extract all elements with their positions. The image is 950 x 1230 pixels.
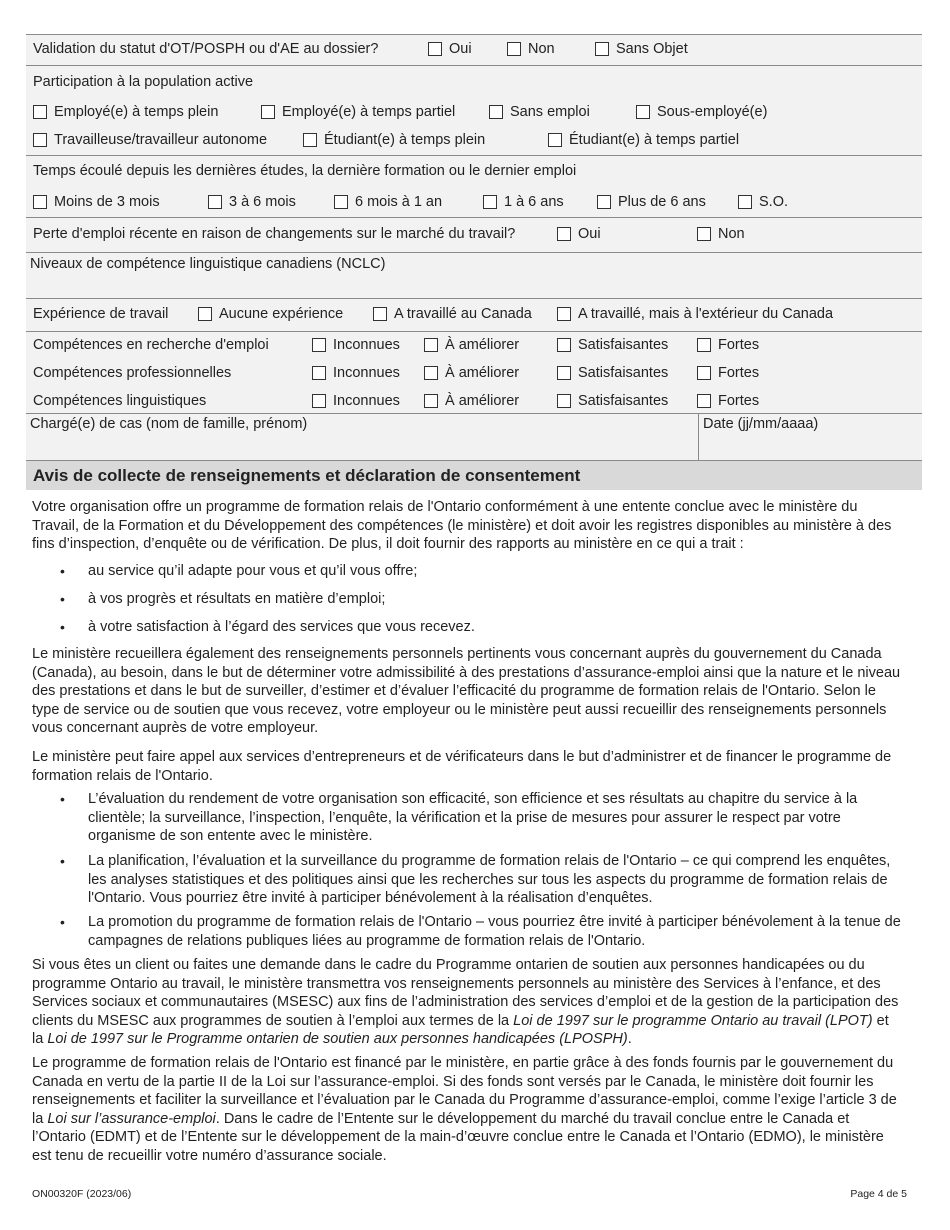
checkbox-perte-oui[interactable]: Oui — [557, 226, 601, 242]
checkbox-linguistiques-satisfaisantes[interactable]: Satisfaisantes — [557, 393, 668, 409]
bullet-dot: • — [60, 563, 65, 579]
row-competences — [26, 331, 922, 413]
checkbox-recherche-satisfaisantes[interactable]: Satisfaisantes — [557, 337, 668, 353]
row-participation — [26, 65, 922, 155]
paragraph-1: Votre organisation offre un programme de formation relais de l'Ontario conformément à une entente conclue avec le ministère du Travail, de la Formation et du Développement des compétences (le ministère) et doit avoir les registres disponibles au ministère à des fins d’inspection, d’enquête ou de vérification. De plus, il doit fournir des rapports au ministère en ce qui a trait : — [32, 499, 892, 552]
checkbox-professionnelles-satisfaisantes[interactable]: Satisfaisantes — [557, 365, 668, 381]
row-nclc[interactable] — [26, 252, 922, 298]
checkbox-recherche-ameliorer[interactable]: À améliorer — [424, 337, 519, 353]
row-charge-de-cas — [26, 413, 922, 460]
checkbox-sous-employe[interactable]: Sous-employé(e) — [636, 104, 767, 120]
checkbox-linguistiques-inconnues[interactable]: Inconnues — [312, 393, 400, 409]
checkbox-professionnelles-inconnues[interactable]: Inconnues — [312, 365, 400, 381]
checkbox-perte-non[interactable]: Non — [697, 226, 745, 242]
checkbox-validation-sans-objet[interactable]: Sans Objet — [595, 41, 688, 57]
temps-label: Temps écoulé depuis les dernières études, la dernière formation ou le dernier emploi — [33, 163, 577, 179]
perte-label: Perte d'emploi récente en raison de changements sur le marché du travail? — [33, 226, 516, 242]
checkbox-etudiant-temps-partiel[interactable]: Étudiant(e) à temps partiel — [548, 132, 739, 148]
checkbox-emploi-temps-partiel[interactable]: Employé(e) à temps partiel — [261, 104, 455, 120]
checkbox-linguistiques-fortes[interactable]: Fortes — [697, 393, 759, 409]
form-id: ON00320F (2023/06) — [32, 1188, 132, 1200]
nclc-label: Niveaux de compétence linguistique canadiens (NCLC) — [30, 256, 386, 272]
checkbox-linguistiques-ameliorer[interactable]: À améliorer — [424, 393, 519, 409]
bullet-dot: • — [60, 619, 65, 635]
checkbox-travaille-canada[interactable]: A travaillé au Canada — [373, 306, 532, 322]
validation-label: Validation du statut d'OT/POSPH ou d'AE au dossier? — [33, 41, 379, 57]
checkbox-moins-3-mois[interactable]: Moins de 3 mois — [33, 194, 160, 210]
paragraph-4: Si vous êtes un client ou faites une demande dans le cadre du Programme ontarien de soutien aux personnes handicapées ou du programme Ontario au travail, le ministère transmettra vos renseignements personnels au ministère des Services à l’enfance, et des Services sociaux et communautaires (MSESC) aux fins de l’administration des services d’emploi et de la gestion de la participation des clients du MSESC aux programmes de soutien à l’emploi aux termes de la Loi de 1997 sur le programme Ontario au travail (LPOT) et la Loi de 1997 sur le Programme ontarien de soutien aux personnes handicapées (LPOSPH). — [32, 957, 899, 1047]
bullet-dot: • — [60, 791, 65, 807]
checkbox-professionnelles-ameliorer[interactable]: À améliorer — [424, 365, 519, 381]
checkbox-recherche-fortes[interactable]: Fortes — [697, 337, 759, 353]
form-table — [26, 0, 922, 460]
date-field[interactable] — [699, 414, 922, 460]
checkbox-so[interactable]: S.O. — [738, 194, 788, 210]
checkbox-6-mois-1-an[interactable]: 6 mois à 1 an — [334, 194, 442, 210]
bullet-dot: • — [60, 591, 65, 607]
charge-de-cas-field[interactable] — [26, 414, 698, 460]
bullet-dot: • — [60, 853, 65, 869]
checkbox-validation-oui[interactable]: Oui — [428, 41, 472, 57]
checkbox-sans-emploi[interactable]: Sans emploi — [489, 104, 590, 120]
bullet-1-2: à vos progrès et résultats en matière d’emploi; — [88, 591, 386, 607]
bullet-1-3: à votre satisfaction à l’égard des services que vous recevez. — [88, 619, 475, 635]
paragraph-2: Le ministère recueillera également des renseignements personnels pertinents vous concernant auprès du gouvernement du Canada (Canada), au besoin, dans le but de déterminer votre admissibilité à des prestations d’assurance-emploi ainsi que la nature et le niveau des prestations et dans le but de surveiller, d’estimer et d’évaluer l’efficacité du programme de formation relais de l'Ontario. Selon le type de service ou de soutien que vous recevez, votre employeur ou le ministère peut aussi recueillir des renseignements personnels vous concernant auprès de votre employeur. — [32, 646, 901, 736]
checkbox-etudiant-temps-plein[interactable]: Étudiant(e) à temps plein — [303, 132, 485, 148]
participation-label: Participation à la population active — [33, 74, 254, 90]
bullet-2-3: La promotion du programme de formation relais de l'Ontario – vous pourriez être invité à participer bénévolement à la tenue de campagnes de relations publiques liées au programme de formation relais de l'Ontario. — [88, 914, 901, 949]
experience-label: Expérience de travail — [33, 306, 169, 322]
page-number: Page 4 de 5 — [850, 1188, 907, 1200]
checkbox-3-6-mois[interactable]: 3 à 6 mois — [208, 194, 296, 210]
row-temps-ecoule — [26, 155, 922, 217]
competence-linguistiques-label: Compétences linguistiques — [33, 393, 207, 409]
checkbox-validation-non[interactable]: Non — [507, 41, 555, 57]
competence-recherche-label: Compétences en recherche d'emploi — [33, 337, 269, 353]
checkbox-plus-6-ans[interactable]: Plus de 6 ans — [597, 194, 706, 210]
checkbox-1-6-ans[interactable]: 1 à 6 ans — [483, 194, 564, 210]
row-perte-emploi — [26, 217, 922, 252]
checkbox-travaille-exterieur[interactable]: A travaillé, mais à l'extérieur du Canada — [557, 306, 833, 322]
checkbox-emploi-temps-plein[interactable]: Employé(e) à temps plein — [33, 104, 218, 120]
checkbox-aucune-experience[interactable]: Aucune expérience — [198, 306, 343, 322]
paragraph-5: Le programme de formation relais de l'Ontario est financé par le ministère, en partie grâce à des fonds fournis par le gouvernement du Canada en vertu de la partie II de la Loi sur l’assurance-emploi. Si des fonds sont versés par le Canada, le ministère doit fournir les renseignements et faciliter la surveillance et l’évaluation par le Canada du Programme d’assurance-emploi, comme l’exige l’article 3 de la Loi sur l’assurance-emploi. Dans le cadre de l’Entente sur le développement du marché du travail conclue entre le Canada et l’Ontario (EDMT) et de l’Entente sur le développement de la main-d’œuvre conclue entre le Canada et l’Ontario (EDMO), le ministère est tenu de recueillir votre numéro d’assurance sociale. — [32, 1055, 897, 1164]
bullet-1-1: au service qu’il adapte pour vous et qu’il vous offre; — [88, 563, 418, 579]
row-validation — [26, 34, 922, 65]
paragraph-3: Le ministère peut faire appel aux services d’entrepreneurs et de vérificateurs dans le but d’administrer et de financer le programme de formation relais de l'Ontario. — [32, 749, 892, 784]
bullet-dot: • — [60, 914, 65, 930]
bullet-2-1: L’évaluation du rendement de votre organisation son efficacité, son efficience et ses résultats au chapitre du service à la clientèle; la surveillance, l’inspection, l’enquête, la vérification et la prise de mesures pour assurer le respect par votre organisme de son entente avec le ministère. — [88, 791, 858, 844]
charge-de-cas-label: Chargé(e) de cas (nom de famille, prénom) — [30, 416, 308, 432]
row-experience — [26, 298, 922, 331]
checkbox-professionnelles-fortes[interactable]: Fortes — [697, 365, 759, 381]
checkbox-travailleur-autonome[interactable]: Travailleuse/travailleur autonome — [33, 132, 267, 148]
bullet-2-2: La planification, l’évaluation et la surveillance du programme de formation relais de l'Ontario – ce qui comprend les enquêtes, les analyses statistiques et des politiques ainsi que les recherches sur tous les aspects du programme de formation relais de l'Ontario. Vous pourriez être invité à participer bénévolement à la réalisation d’enquêtes. — [88, 853, 891, 906]
checkbox-recherche-inconnues[interactable]: Inconnues — [312, 337, 400, 353]
section-title: Avis de collecte de renseignements et déclaration de consentement — [26, 460, 922, 490]
date-label: Date (jj/mm/aaaa) — [703, 416, 819, 432]
competence-professionnelles-label: Compétences professionnelles — [33, 365, 232, 381]
